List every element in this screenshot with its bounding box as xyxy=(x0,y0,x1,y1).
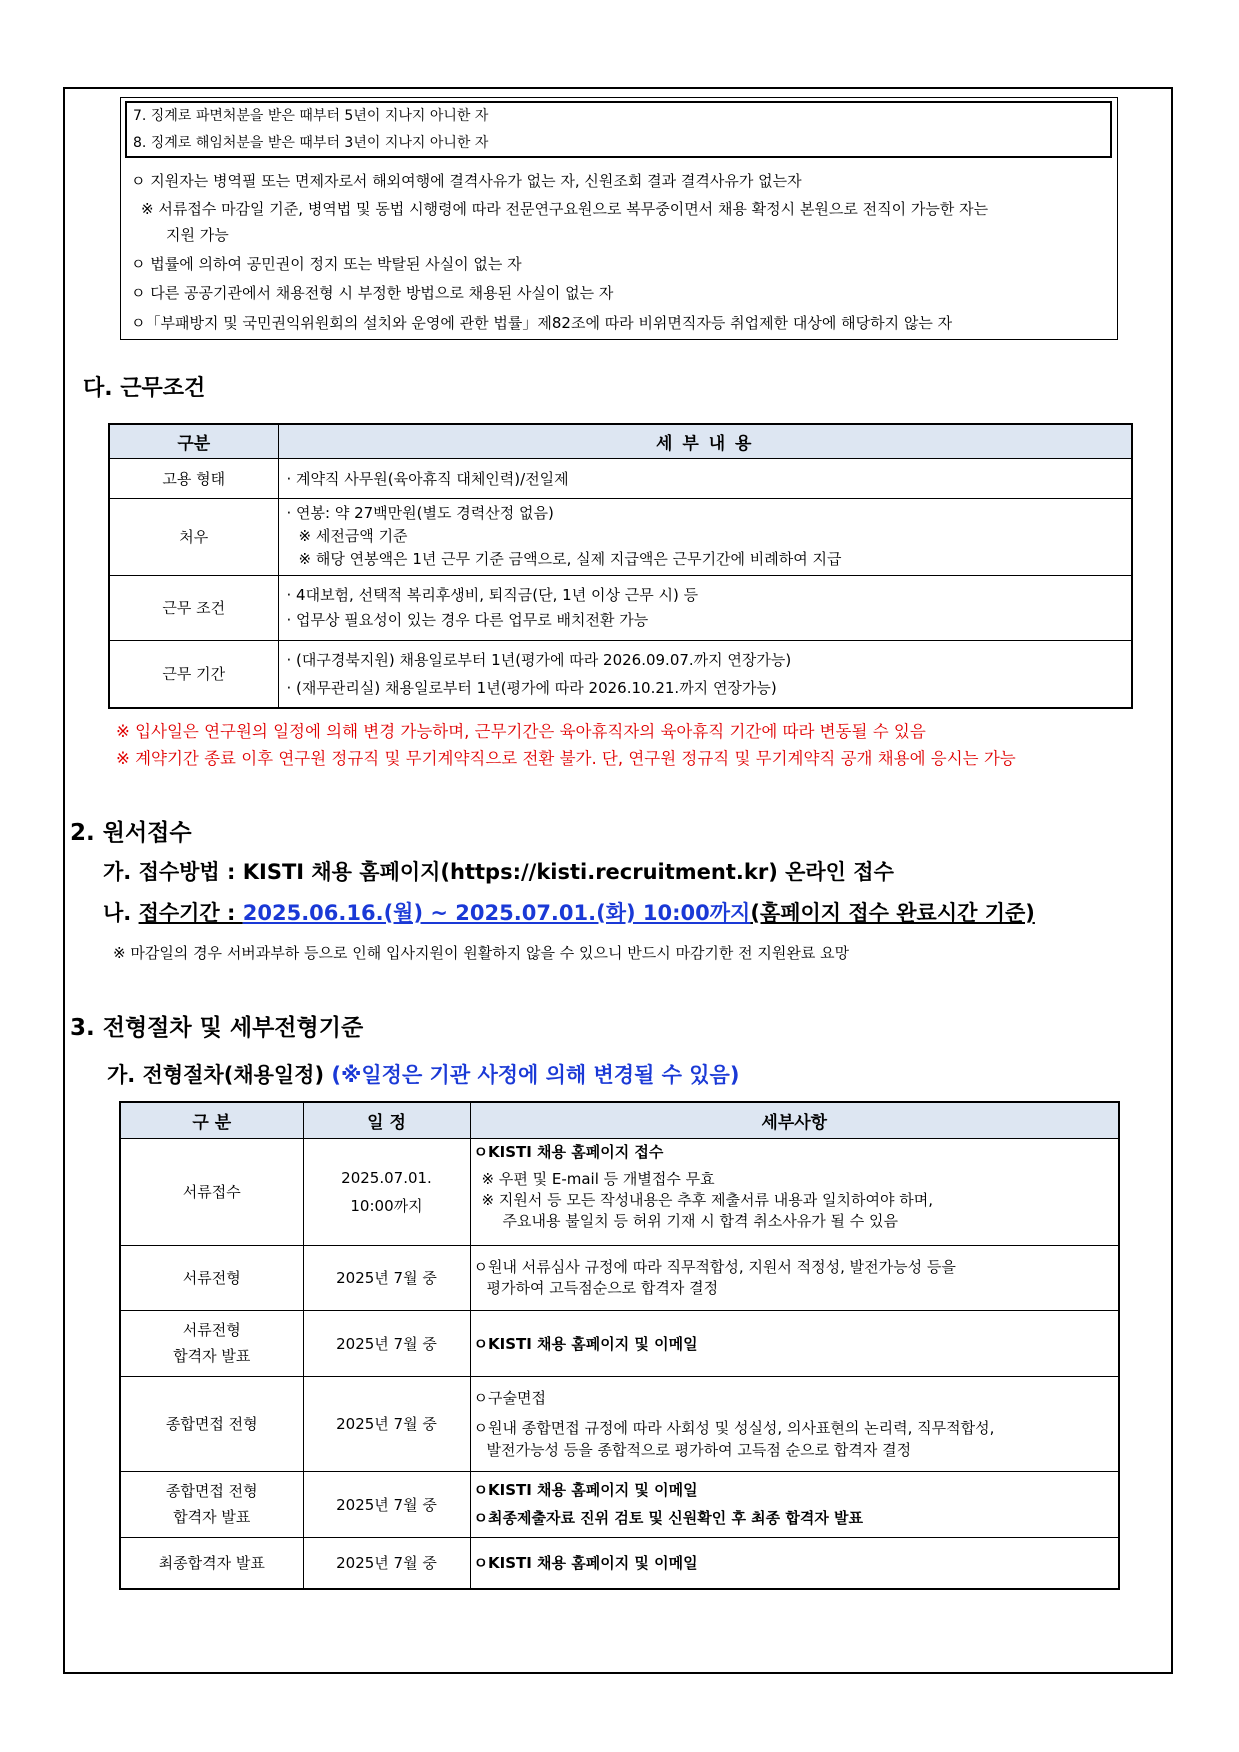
details-cell xyxy=(470,1471,1119,1537)
row-content xyxy=(278,575,1132,640)
stage-cell xyxy=(120,1310,303,1376)
stage-cell xyxy=(120,1537,303,1589)
application-method: 가. 접수방법 : KISTI 채용 홈페이지(https://kisti.recruitment.kr) 온라인 접수 xyxy=(103,860,894,884)
details-cell xyxy=(470,1245,1119,1310)
row-label: 처우 xyxy=(109,498,278,575)
eligibility-civil-rights: ㅇ 법률에 의하여 공민권이 정지 또는 박탈된 사실이 없는 자 xyxy=(131,255,522,273)
disqualification-item-8: 8. 징계로 해임처분을 받은 때부터 3년이 지나지 아니한 자 xyxy=(133,135,489,151)
table-row xyxy=(109,458,1132,498)
row-line: ※ 해당 연봉액은 1년 근무 기준 금액으로, 실제 지급액은 근무기간에 비례하여 지급 xyxy=(298,550,842,568)
row-content xyxy=(278,640,1132,708)
row-line: · (대구경북지원) 채용일로부터 1년(평가에 따라 2026.09.07.까지 연장가능) xyxy=(286,650,792,669)
table-row xyxy=(120,1537,1119,1589)
selection-schedule-table xyxy=(119,1101,1120,1590)
stage-line: 종합면접 전형 xyxy=(165,1415,258,1433)
table-header-row xyxy=(109,424,1132,458)
details-cell xyxy=(470,1537,1119,1589)
header-details: 세 부 내 용 xyxy=(278,424,1132,458)
subtitle-text: 가. 전형절차(채용일정) xyxy=(107,1063,332,1087)
header-details: 세부사항 xyxy=(470,1102,1119,1138)
row-label: 고용 형태 xyxy=(109,458,278,498)
date-line: 10:00까지 xyxy=(350,1196,423,1215)
start-date-note: ※ 입사일은 연구원의 일정에 의해 변경 가능하며, 근무기간은 육아휴직자의 육아휴직 기간에 따라 변동될 수 있음 xyxy=(116,722,926,741)
stage-cell xyxy=(120,1245,303,1310)
detail-line: 평가하여 고득점순으로 합격자 결정 xyxy=(486,1278,719,1297)
row-line: · 업무상 필요성이 있는 경우 다른 업무로 배치전환 가능 xyxy=(286,610,649,629)
detail-line: ㅇ구술면접 xyxy=(473,1388,546,1407)
header-category: 구분 xyxy=(109,424,278,458)
eligibility-public-institution: ㅇ 다른 공공기관에서 채용전형 시 부정한 방법으로 채용된 사실이 없는 자 xyxy=(131,284,614,302)
detail-line: ※ 우편 및 E-mail 등 개별접수 무효 xyxy=(481,1169,715,1188)
row-line: ※ 세전금액 기준 xyxy=(298,527,408,545)
detail-line: ㅇ최종제출자료 진위 검토 및 신원확인 후 최종 합격자 발표 xyxy=(473,1509,864,1527)
deadline-note: ※ 마감일의 경우 서버과부하 등으로 인해 입사지원이 원활하지 않을 수 있으니 반드시 마감기한 전 지원완료 요망 xyxy=(113,944,850,962)
date-line: 2025년 7월 중 xyxy=(336,1495,437,1514)
stage-line: 합격자 발표 xyxy=(173,1347,251,1365)
row-label: 근무 조건 xyxy=(109,575,278,640)
selection-section-title: 3. 전형절차 및 세부전형기준 xyxy=(70,1015,364,1041)
table-row xyxy=(120,1471,1119,1537)
eligibility-military: ㅇ 지원자는 병역필 또는 면제자로서 해외여행에 결격사유가 없는 자, 신원조회 결과 결격사유가 없는자 xyxy=(131,172,802,190)
header-stage: 구 분 xyxy=(120,1102,303,1138)
stage-line: 종합면접 전형 xyxy=(165,1482,258,1500)
disqualification-item-7: 7. 징계로 파면처분을 받은 때부터 5년이 지나지 아니한 자 xyxy=(133,108,489,124)
date-cell xyxy=(303,1537,470,1589)
stage-line: 서류접수 xyxy=(182,1183,241,1201)
row-line: · (재무관리실) 채용일로부터 1년(평가에 따라 2026.10.21.까지 연장가능) xyxy=(286,678,777,697)
table-row xyxy=(109,640,1132,708)
date-line: 2025년 7월 중 xyxy=(336,1554,437,1573)
period-suffix: (홈페이지 접수 완료시간 기준) xyxy=(750,901,1035,925)
date-cell xyxy=(303,1245,470,1310)
row-line: · 계약직 사무원(육아휴직 대체인력)/전일제 xyxy=(286,469,569,488)
stage-line: 서류전형 xyxy=(182,1321,241,1339)
detail-line: ㅇKISTI 채용 홈페이지 및 이메일 xyxy=(473,1334,698,1353)
date-cell xyxy=(303,1138,470,1245)
period-label: 접수기간 : xyxy=(138,901,243,925)
eligibility-anti-corruption: ㅇ「부패방지 및 국민권익위원회의 설치와 운영에 관한 법률」제82조에 따라 비위면직자등 취업제한 대상에 해당하지 않는 자 xyxy=(131,314,953,332)
contract-conversion-note: ※ 계약기간 종료 이후 연구원 정규직 및 무기계약직으로 전환 불가. 단, 연구원 정규직 및 무기계약직 공개 채용에 응시는 가능 xyxy=(116,749,1016,768)
application-section-title: 2. 원서접수 xyxy=(70,820,192,846)
date-cell xyxy=(303,1376,470,1471)
detail-line: ㅇKISTI 채용 홈페이지 접수 xyxy=(473,1142,664,1161)
details-cell xyxy=(470,1138,1119,1245)
table-header-row xyxy=(120,1102,1119,1138)
row-line: · 연봉: 약 27백만원(별도 경력산정 없음) xyxy=(286,504,554,522)
stage-line: 합격자 발표 xyxy=(173,1508,251,1526)
row-content xyxy=(278,498,1132,575)
table-row xyxy=(109,575,1132,640)
row-line: · 4대보험, 선택적 복리후생비, 퇴직금(단, 1년 이상 근무 시) 등 xyxy=(286,585,699,604)
table-row xyxy=(120,1138,1119,1245)
eligibility-note-line1: ※ 서류접수 마감일 기준, 병역법 및 동법 시행령에 따라 전문연구요원으로 복무중이면서 채용 확정시 본원으로 전직이 가능한 자는 xyxy=(141,200,989,218)
date-line: 2025년 7월 중 xyxy=(336,1415,437,1433)
table-row xyxy=(120,1310,1119,1376)
stage-cell xyxy=(120,1376,303,1471)
period-prefix: 나. xyxy=(103,901,139,925)
eligibility-note-line2: 지원 가능 xyxy=(166,226,229,244)
row-content xyxy=(278,458,1132,498)
table-row xyxy=(120,1376,1119,1471)
header-schedule: 일 정 xyxy=(303,1102,470,1138)
detail-line: ※ 지원서 등 모든 작성내용은 추후 제출서류 내용과 일치하여야 하며, xyxy=(481,1190,933,1209)
selection-procedure-subtitle xyxy=(107,1061,739,1089)
detail-line: ㅇ원내 서류심사 규정에 따라 직무적합성, 지원서 적정성, 발전가능성 등을 xyxy=(473,1257,956,1276)
stage-cell xyxy=(120,1138,303,1245)
date-line: 2025년 7월 중 xyxy=(336,1334,437,1353)
detail-line: ㅇ원내 종합면접 규정에 따라 사회성 및 성실성, 의사표현의 논리력, 직무적합성, xyxy=(473,1418,995,1437)
table-row xyxy=(109,498,1132,575)
detail-line: ㅇKISTI 채용 홈페이지 및 이메일 xyxy=(473,1481,698,1499)
detail-line: 주요내용 불일치 등 허위 기재 시 합격 취소사유가 될 수 있음 xyxy=(502,1211,898,1230)
table-row xyxy=(120,1245,1119,1310)
period-dates: 2025.06.16.(월) ~ 2025.07.01.(화) 10:00까지 xyxy=(242,901,751,925)
date-cell xyxy=(303,1471,470,1537)
details-cell xyxy=(470,1376,1119,1471)
work-conditions-title: 다. 근무조건 xyxy=(83,376,206,401)
stage-line: 서류전형 xyxy=(182,1269,241,1287)
application-period xyxy=(103,899,1035,927)
details-cell xyxy=(470,1310,1119,1376)
date-line: 2025년 7월 중 xyxy=(336,1269,437,1287)
stage-cell xyxy=(120,1471,303,1537)
detail-line: ㅇKISTI 채용 홈페이지 및 이메일 xyxy=(473,1554,698,1573)
stage-line: 최종합격자 발표 xyxy=(158,1554,265,1573)
subtitle-note: (※일정은 기관 사정에 의해 변경될 수 있음) xyxy=(331,1063,740,1087)
date-line: 2025.07.01. xyxy=(341,1168,432,1187)
row-label: 근무 기간 xyxy=(109,640,278,708)
date-cell xyxy=(303,1310,470,1376)
detail-line: 발전가능성 등을 종합적으로 평가하여 고득점 순으로 합격자 결정 xyxy=(486,1440,912,1459)
work-conditions-table xyxy=(108,423,1133,709)
